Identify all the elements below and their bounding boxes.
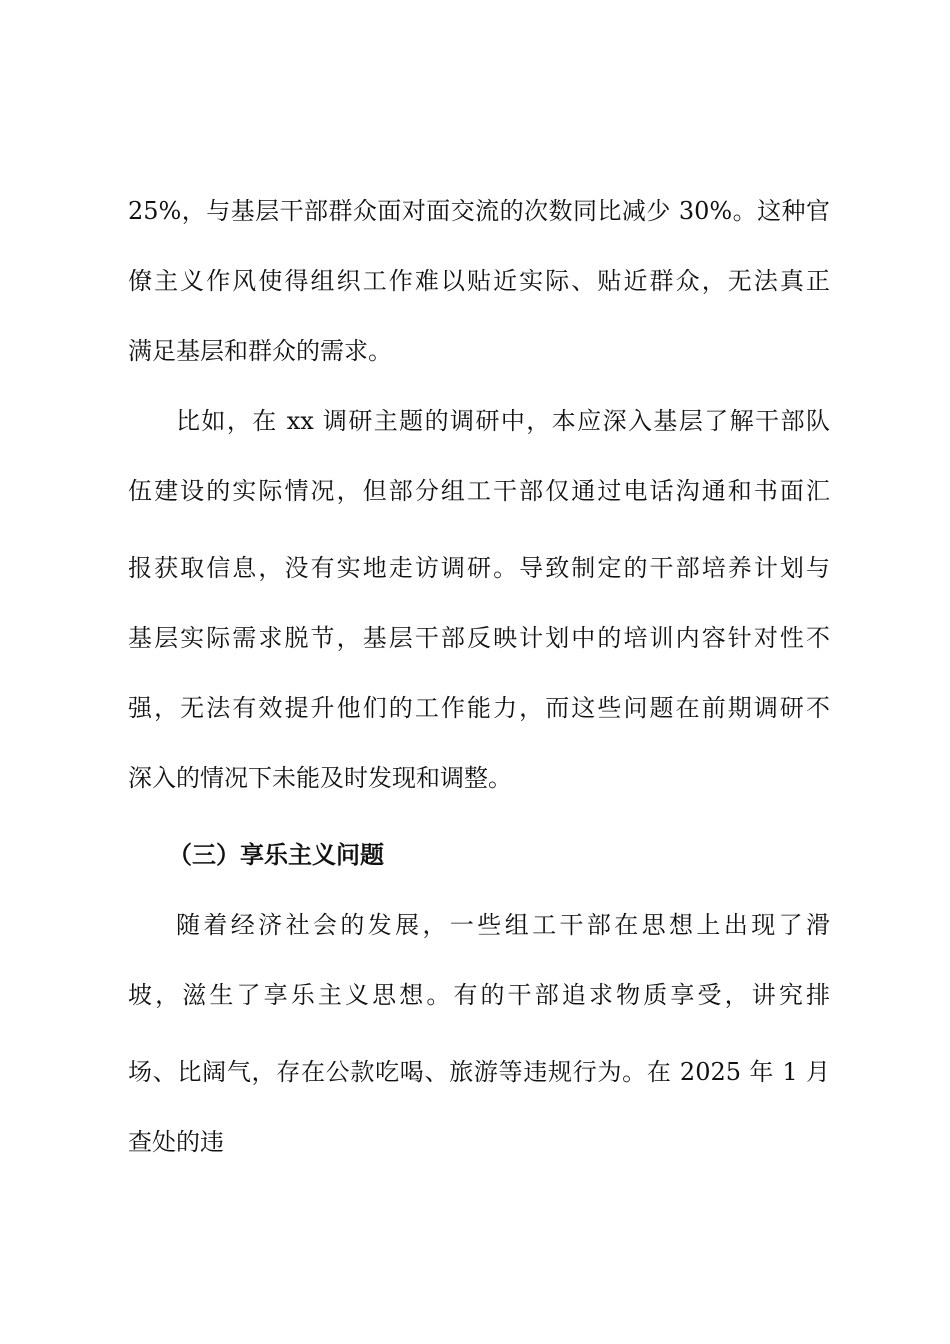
paragraph-line: 满足基层和群众的需求。 — [128, 337, 392, 365]
paragraph-line: 伍建设的实际情况，但部分组工干部仅通过电话沟通和书面汇 — [128, 477, 830, 505]
paragraph-line: 随着经济社会的发展，一些组工干部在思想上出现了滑 — [176, 911, 830, 939]
paragraph-line: 坡，滋生了享乐主义思想。有的干部追求物质享受，讲究排 — [128, 981, 830, 1009]
paragraph-line: 强，无法有效提升他们的工作能力，而这些问题在前期调研不 — [128, 694, 830, 722]
paragraph-line: 深入的情况下未能及时发现和调整。 — [128, 764, 512, 792]
paragraph-line: 查处的违 — [128, 1128, 224, 1156]
paragraph-line: 场、比阔气，存在公款吃喝、旅游等违规行为。在 2025 年 1 月 — [128, 1058, 830, 1086]
paragraph-line: 僚主义作风使得组织工作难以贴近实际、贴近群众，无法真正 — [128, 267, 830, 295]
paragraph-line: 基层实际需求脱节，基层干部反映计划中的培训内容针对性不 — [128, 624, 830, 652]
paragraph-line: 比如，在 xx 调研主题的调研中，本应深入基层了解干部队 — [176, 407, 830, 435]
paragraph-line: 报获取信息，没有实地走访调研。导致制定的干部培养计划与 — [128, 554, 830, 582]
paragraph-line: 25%，与基层干部群众面对面交流的次数同比减少 30%。这种官 — [128, 197, 830, 225]
section-heading: （三）享乐主义问题 — [168, 840, 384, 869]
